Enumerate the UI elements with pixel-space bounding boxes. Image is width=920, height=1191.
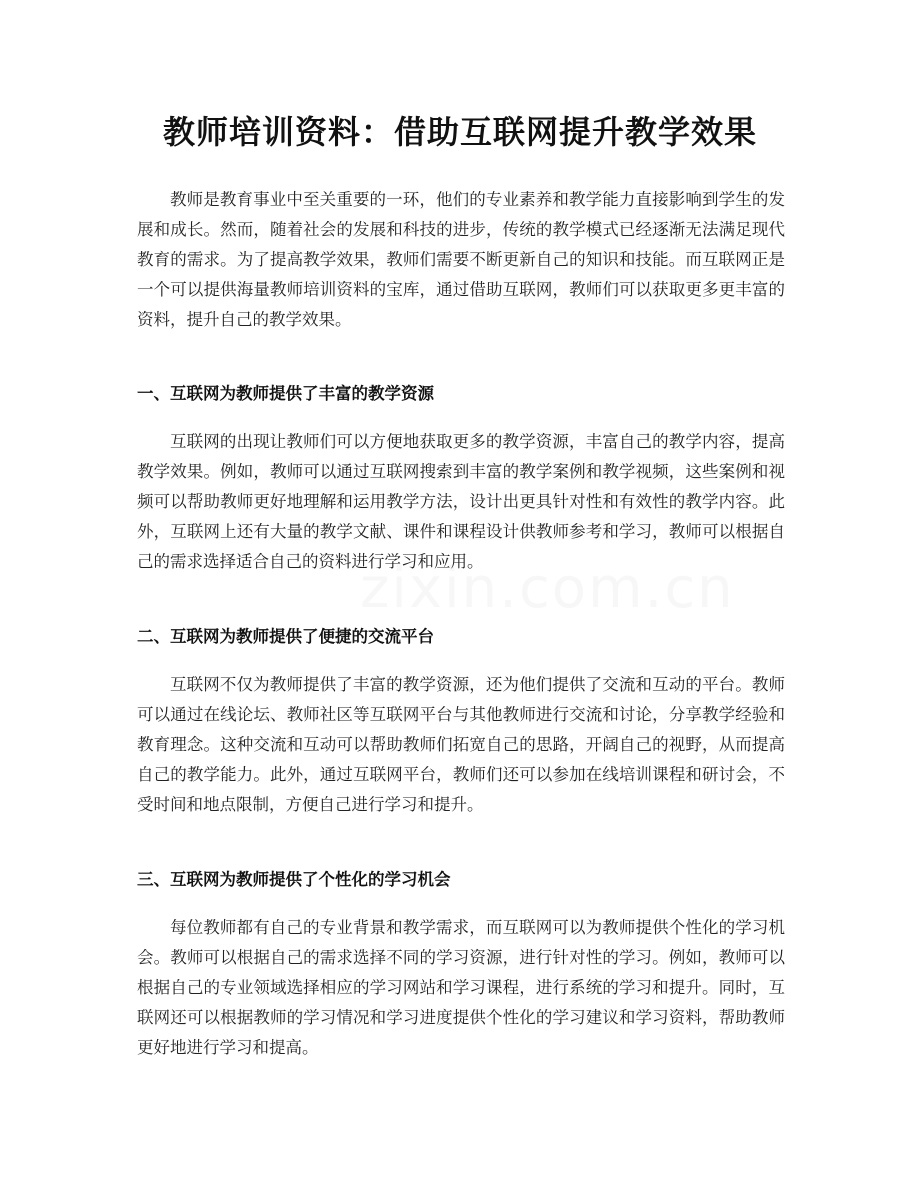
section-2-paragraph: 互联网不仅为教师提供了丰富的教学资源，还为他们提供了交流和互动的平台。教师可以通过在线论坛、教师社区等互联网平台与其他教师进行交流和讨论，分享教学经验和教育理念。这种交流和互动可以帮助教师们拓宽自己的思路，开阔自己的视野，从而提高自己的教学能力。此外，通过互联网平台，教师们还可以参加在线培训课程和研讨会，不受时间和地点限制，方便自己进行学习和提升。 (137, 675, 785, 814)
section-3-paragraph: 每位教师都有自己的专业背景和教学需求，而互联网可以为教师提供个性化的学习机会。教师可以根据自己的需求选择不同的学习资源，进行针对性的学习。例如，教师可以根据自己的专业领域选择相应的学习网站和学习课程，进行系统的学习和提升。同时，互联网还可以根据教师的学习情况和学习进度提供个性化的学习建议和学习资料，帮助教师更好地进行学习和提高。 (137, 918, 785, 1057)
section-1-heading: 一、互联网为教师提供了丰富的教学资源 (137, 384, 434, 403)
section-2-heading: 二、互联网为教师提供了便捷的交流平台 (137, 627, 434, 646)
section-1-paragraph: 互联网的出现让教师们可以方便地获取更多的教学资源，丰富自己的教学内容，提高教学效果。例如，教师可以通过互联网搜索到丰富的教学案例和教学视频，这些案例和视频可以帮助教师更好地理解和运用教学方法，设计出更具针对性和有效性的教学内容。此外，互联网上还有大量的教学文献、课件和课程设计供教师参考和学习，教师可以根据自己的需求选择适合自己的资料进行学习和应用。 (137, 432, 785, 571)
document-title: 教师培训资料：借助互联网提升教学效果 (162, 113, 757, 151)
intro-paragraph: 教师是教育事业中至关重要的一环，他们的专业素养和教学能力直接影响到学生的发展和成长。然而，随着社会的发展和科技的进步，传统的教学模式已经逐渐无法满足现代教育的需求。为了提高教学效果，教师们需要不断更新自己的知识和技能。而互联网正是一个可以提供海量教师培训资料的宝库，通过借助互联网，教师们可以获取更多更丰富的资料，提升自己的教学效果。 (137, 190, 785, 329)
watermark: zixin.com.cn (360, 556, 735, 621)
section-3-heading: 三、互联网为教师提供了个性化的学习机会 (137, 870, 451, 889)
